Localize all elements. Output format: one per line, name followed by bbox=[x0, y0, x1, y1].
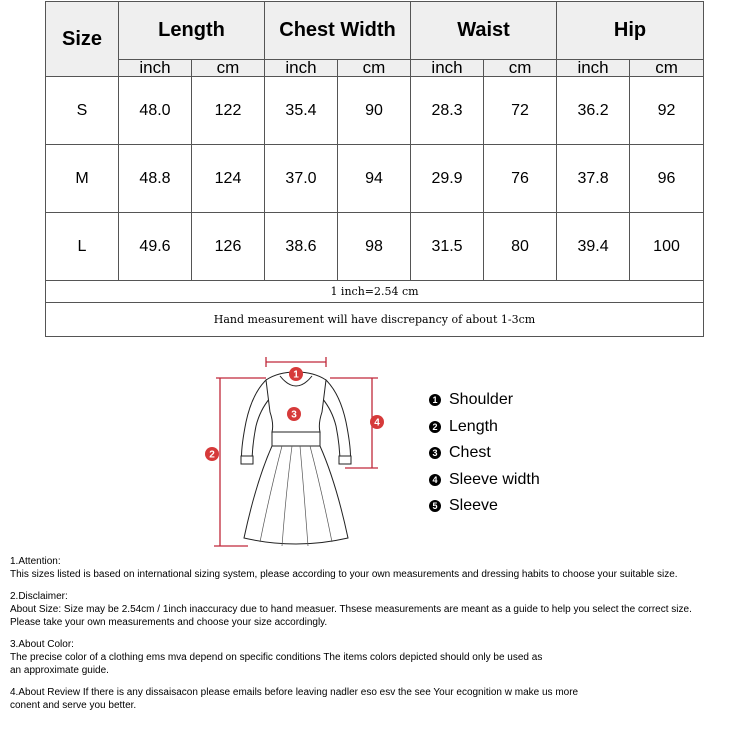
table-cell: 76 bbox=[484, 145, 557, 213]
table-header-row bbox=[46, 2, 704, 60]
note-line: This sizes listed is based on international sizing system, please according to your own measurements and dressing habits to choose your suitable size. bbox=[10, 569, 678, 580]
table-cell: 31.5 bbox=[411, 213, 484, 281]
table-cell: 36.2 bbox=[557, 77, 630, 145]
legend-label: Sleeve width bbox=[449, 470, 540, 488]
header-size: Size bbox=[46, 2, 119, 77]
note-title: 3.About Color: bbox=[10, 639, 74, 650]
dress-measurement-diagram bbox=[200, 352, 400, 550]
note-disclaimer bbox=[10, 590, 748, 629]
table-cell: 35.4 bbox=[265, 77, 338, 145]
table-row bbox=[46, 77, 704, 145]
legend-item-chest bbox=[429, 440, 540, 467]
table-cell: 90 bbox=[338, 77, 411, 145]
table-cell: 96 bbox=[630, 145, 704, 213]
header-length: Length bbox=[119, 2, 265, 60]
table-row bbox=[46, 145, 704, 213]
table-cell: 39.4 bbox=[557, 213, 630, 281]
legend-number: 3 bbox=[429, 447, 441, 459]
legend-item-sleeve bbox=[429, 493, 540, 520]
size-chart-table bbox=[45, 1, 704, 337]
table-cell: 124 bbox=[192, 145, 265, 213]
table-cell: 126 bbox=[192, 213, 265, 281]
note-line: an approximate guide. bbox=[10, 665, 109, 676]
svg-text:1: 1 bbox=[293, 369, 299, 381]
table-cell: 98 bbox=[338, 213, 411, 281]
note-line: Please take your own measurements and choose your size accordingly. bbox=[10, 617, 328, 628]
note-line: About Size: Size may be 2.54cm / 1inch inaccuracy due to hand measuer. Thsese measurements are meant as a guide to help you select the correct size. bbox=[10, 604, 692, 615]
marker-length bbox=[205, 447, 219, 461]
unit-cell: cm bbox=[484, 60, 557, 77]
svg-text:3: 3 bbox=[291, 409, 297, 421]
unit-cell: cm bbox=[630, 60, 704, 77]
note-title: 2.Disclaimer: bbox=[10, 591, 68, 602]
legend-item-shoulder bbox=[429, 387, 540, 414]
note-line: conent and serve you better. bbox=[10, 700, 137, 711]
unit-row bbox=[46, 60, 704, 77]
header-chest-width: Chest Width bbox=[265, 2, 411, 60]
measurement-note: Hand measurement will have discrepancy of about 1-3cm bbox=[46, 303, 704, 337]
legend-label: Sleeve bbox=[449, 497, 498, 515]
size-label: M bbox=[46, 145, 119, 213]
table-cell: 37.0 bbox=[265, 145, 338, 213]
size-label: S bbox=[46, 77, 119, 145]
table-cell: 49.6 bbox=[119, 213, 192, 281]
legend-item-sleeve-width bbox=[429, 467, 540, 494]
table-row bbox=[46, 281, 704, 303]
unit-cell: inch bbox=[265, 60, 338, 77]
table-cell: 38.6 bbox=[265, 213, 338, 281]
table-cell: 28.3 bbox=[411, 77, 484, 145]
table-cell: 122 bbox=[192, 77, 265, 145]
table-cell: 37.8 bbox=[557, 145, 630, 213]
legend-number: 1 bbox=[429, 394, 441, 406]
header-waist: Waist bbox=[411, 2, 557, 60]
table-cell: 80 bbox=[484, 213, 557, 281]
note-line: The precise color of a clothing ems mva depend on specific conditions The items colors depicted should only be used as bbox=[10, 652, 543, 663]
legend-item-length bbox=[429, 414, 540, 441]
table-cell: 100 bbox=[630, 213, 704, 281]
marker-chest bbox=[287, 407, 301, 421]
unit-cell: inch bbox=[119, 60, 192, 77]
table-cell: 92 bbox=[630, 77, 704, 145]
table-cell: 29.9 bbox=[411, 145, 484, 213]
table-cell: 48.8 bbox=[119, 145, 192, 213]
unit-cell: cm bbox=[338, 60, 411, 77]
table-cell: 48.0 bbox=[119, 77, 192, 145]
note-attention bbox=[10, 555, 748, 581]
svg-text:2: 2 bbox=[209, 449, 215, 461]
size-label: L bbox=[46, 213, 119, 281]
note-review bbox=[10, 686, 748, 712]
table-row bbox=[46, 213, 704, 281]
header-hip: Hip bbox=[557, 2, 704, 60]
svg-text:4: 4 bbox=[374, 417, 380, 429]
unit-cell: inch bbox=[411, 60, 484, 77]
note-color bbox=[10, 638, 748, 677]
marker-sleeve-width bbox=[370, 415, 384, 429]
conversion-note: 1 inch=2.54 cm bbox=[46, 281, 704, 303]
measurement-legend bbox=[429, 387, 540, 520]
unit-cell: cm bbox=[192, 60, 265, 77]
table-row bbox=[46, 303, 704, 337]
legend-number: 4 bbox=[429, 474, 441, 486]
note-title: 1.Attention: bbox=[10, 556, 61, 567]
legend-label: Shoulder bbox=[449, 391, 514, 409]
marker-shoulder bbox=[289, 367, 303, 381]
legend-number: 5 bbox=[429, 500, 441, 512]
table-cell: 72 bbox=[484, 77, 557, 145]
table-cell: 94 bbox=[338, 145, 411, 213]
unit-cell: inch bbox=[557, 60, 630, 77]
legend-label: Chest bbox=[449, 444, 491, 462]
legend-number: 2 bbox=[429, 421, 441, 433]
notes-section bbox=[10, 555, 748, 721]
note-line: 4.About Review If there is any dissaisacon please emails before leaving nadler eso esv the see Your ecognition w make us more bbox=[10, 687, 579, 698]
legend-label: Length bbox=[449, 417, 498, 435]
dress-outline bbox=[241, 369, 351, 546]
